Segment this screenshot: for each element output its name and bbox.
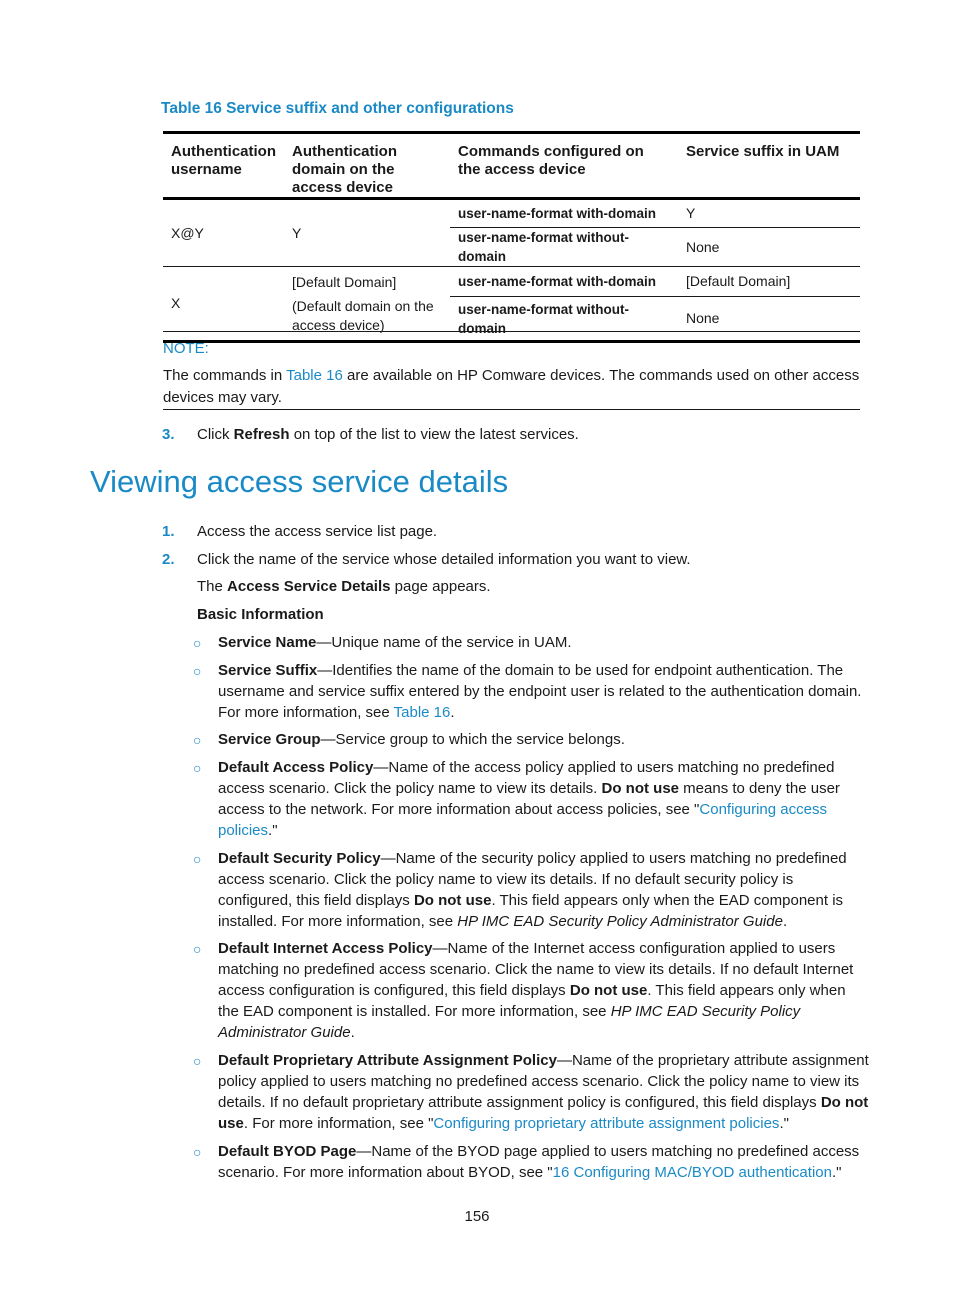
step-text-part: on top of the list to view the latest services. (289, 426, 579, 443)
item-desc: . (782, 913, 788, 930)
circle-bullet-icon: ○ (193, 1053, 202, 1069)
guide-title: HP IMC EAD Security Policy Administrator Guide (218, 1003, 801, 1041)
header-auth-domain: Authentication domain on the access device (292, 143, 397, 196)
cell-domain-note: (Default domain on the access device) (292, 298, 434, 333)
section-heading: Viewing access service details (90, 464, 509, 499)
configuring-access-policies-link[interactable]: Configuring access policies (218, 801, 827, 839)
cell-command: user-name-format with-domain (458, 274, 657, 289)
configuring-proprietary-policies-link[interactable]: Configuring proprietary attribute assignment policies (433, 1115, 780, 1132)
item-desc: —Name of the Internet access configuration applied to users matching no predefined access scenario. Click the name to view its details. If no default Internet access configuration is configured, this field displays (218, 940, 854, 999)
step-number: 1. (162, 523, 175, 540)
item-service-suffix (218, 660, 870, 723)
item-desc: —Name of the access policy applied to users matching no predefined access scenario. Click the policy name to view its details. (218, 759, 835, 797)
cell-domain-value: [Default Domain] (292, 274, 397, 290)
item-term: Default Access Policy (218, 759, 374, 776)
item-desc: —Unique name of the service in UAM. (316, 634, 572, 651)
basic-information-heading: Basic Information (197, 606, 324, 623)
cell-suffix: [Default Domain] (686, 273, 791, 289)
item-service-group (218, 729, 870, 750)
item-service-name (218, 632, 870, 653)
note-text (163, 365, 863, 409)
cell-suffix: Y (686, 205, 696, 221)
table-16-link[interactable]: Table 16 (286, 367, 343, 384)
item-desc: . For more information, see " (243, 1115, 434, 1132)
step-text-part: Click (197, 426, 234, 443)
cell-suffix: None (686, 238, 720, 255)
item-desc: —Service group to which the service belongs. (320, 731, 625, 748)
do-not-use-term: Do not use (413, 892, 492, 909)
item-default-internet-access-policy (218, 938, 870, 1043)
item-desc: —Name of the security policy applied to users matching no predefined access scenario. Click the policy name to view its details. If no default security policy is configured, this field displays (218, 850, 847, 909)
cell-username: X@Y (171, 224, 204, 241)
circle-bullet-icon: ○ (193, 851, 202, 867)
header-commands: Commands configured on the access device (458, 143, 644, 178)
byod-authentication-link[interactable]: 16 Configuring MAC/BYOD authentication (552, 1164, 832, 1181)
table-row (163, 199, 860, 228)
item-default-byod-page (218, 1141, 870, 1183)
item-term: Default Proprietary Attribute Assignment Policy (218, 1052, 557, 1069)
step-text (197, 426, 579, 443)
item-term: Default Internet Access Policy (218, 940, 433, 957)
guide-title: HP IMC EAD Security Policy Administrator Guide (457, 913, 783, 930)
note-text-part: The commands in (163, 367, 287, 384)
item-default-access-policy (218, 757, 870, 841)
circle-bullet-icon: ○ (193, 760, 202, 776)
service-suffix-table (163, 131, 860, 343)
circle-bullet-icon: ○ (193, 941, 202, 957)
step-text: Click the name of the service whose detailed information you want to view. (197, 551, 691, 568)
header-service-suffix: Service suffix in UAM (686, 143, 840, 160)
note-bottom-rule (163, 409, 860, 410)
header-auth-username: Authentication username (171, 143, 276, 178)
step-number: 3. (162, 426, 175, 443)
refresh-term: Refresh (233, 426, 290, 443)
table-header-row (163, 133, 860, 199)
item-desc: ." (779, 1115, 789, 1132)
appears-text (197, 578, 491, 595)
do-not-use-term: Do not use (218, 1094, 869, 1132)
item-default-security-policy (218, 848, 870, 932)
item-desc: —Identifies the name of the domain to be used for endpoint authentication. The username and service suffix entered by the endpoint user is related to the authentication domain. For more information, see (218, 662, 862, 721)
item-term: Service Group (218, 731, 321, 748)
circle-bullet-icon: ○ (193, 732, 202, 748)
item-desc: . (350, 1024, 355, 1041)
cell-command: user-name-format with-domain (458, 206, 657, 221)
note-label: NOTE: (163, 340, 209, 357)
item-desc: . This field appears only when the EAD component is installed. For more information, see (218, 982, 846, 1020)
item-desc: . This field appears only when the EAD component is installed. For more information, see (218, 892, 844, 930)
table-row (163, 267, 860, 297)
access-service-details-term: Access Service Details (227, 578, 391, 595)
item-desc: ." (831, 1164, 842, 1181)
item-term: Service Name (218, 634, 317, 651)
table-caption: Table 16 Service suffix and other configurations (161, 100, 514, 117)
cell-command: user-name-format without-domain (458, 301, 630, 336)
circle-bullet-icon: ○ (193, 663, 202, 679)
circle-bullet-icon: ○ (193, 1144, 202, 1160)
cell-domain: Y (292, 224, 302, 241)
text-part: The (197, 578, 228, 595)
item-desc: means to deny the user access to the network. For more information about access policies, see " (218, 780, 840, 818)
circle-bullet-icon: ○ (193, 635, 202, 651)
table-16-link[interactable]: Table 16 (393, 704, 451, 721)
text-part: page appears. (390, 578, 491, 595)
note-top-rule (163, 331, 860, 332)
item-term: Default BYOD Page (218, 1143, 357, 1160)
step-text: Access the access service list page. (197, 523, 438, 540)
item-desc: —Name of the proprietary attribute assignment policy applied to users matching no predefined access scenario. Click the policy name to view its details. If no default proprietary attribute assignment policy is configured, this field displays (218, 1052, 869, 1111)
do-not-use-term: Do not use (569, 982, 648, 999)
item-desc: . (450, 704, 455, 721)
item-desc: —Name of the BYOD page applied to users matching no predefined access scenario. For more information about BYOD, see " (218, 1143, 860, 1181)
item-term: Default Security Policy (218, 850, 381, 867)
step-number: 2. (162, 551, 175, 568)
item-term: Service Suffix (218, 662, 318, 679)
cell-username: X (171, 295, 181, 311)
item-default-proprietary-policy (218, 1050, 870, 1134)
note-text-part: are available on HP Comware devices. The commands used on other access devices may vary. (163, 367, 860, 406)
item-desc: ." (268, 822, 278, 839)
do-not-use-term: Do not use (601, 780, 679, 797)
cell-command: user-name-format without-domain (458, 230, 630, 264)
page-number: 156 (464, 1208, 490, 1225)
cell-suffix: None (686, 310, 720, 326)
